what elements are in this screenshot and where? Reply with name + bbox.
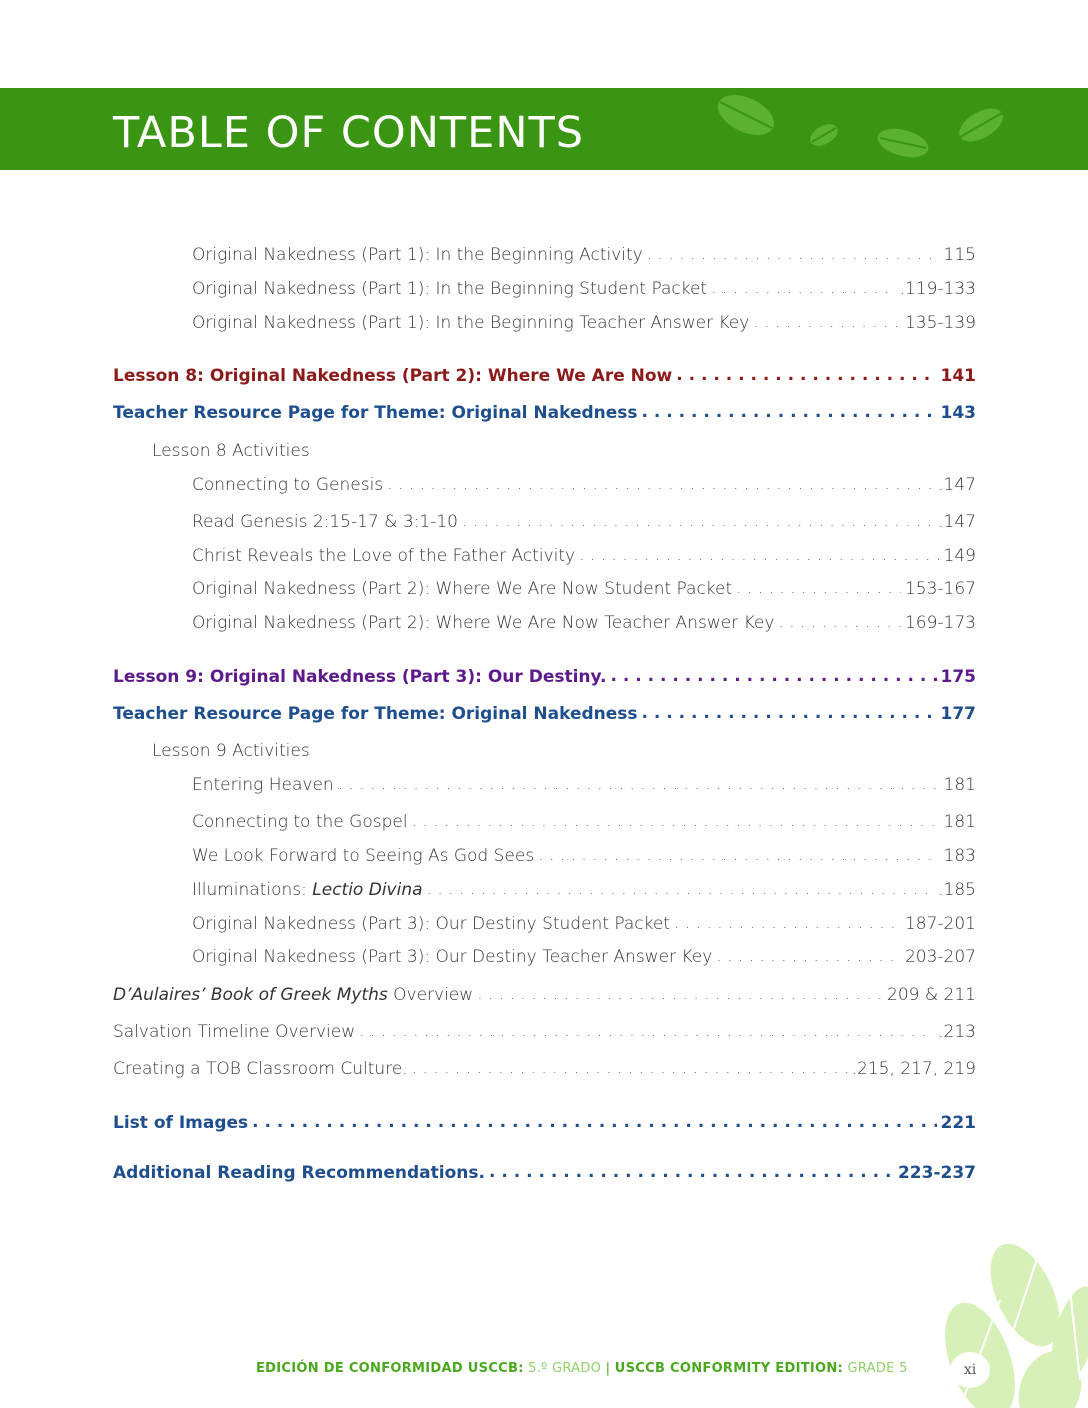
toc-entry[interactable]: D’Aulaires’ Book of Greek Myths Overview . . . 209 & 211 bbox=[113, 984, 976, 1006]
toc-lesson-9[interactable]: Lesson 9: Original Nakedness (Part 3): Our Destiny. . . . 175 bbox=[113, 666, 976, 688]
footer-edition: EDICIÓN DE CONFORMIDAD USCCB: 5.º GRADO | USCCB CONFORMITY EDITION: GRADE 5 bbox=[256, 1361, 908, 1376]
toc-entry[interactable]: Original Nakedness (Part 1): In the Beginning Teacher Answer Key . . . 135-139 bbox=[192, 312, 976, 334]
toc-entry[interactable]: Illuminations: Lectio Divina . . . .185 bbox=[192, 879, 976, 901]
toc-teacher-resource[interactable]: Teacher Resource Page for Theme: Original Nakedness . . . 177 bbox=[113, 703, 976, 725]
page-title: TABLE OF CONTENTS bbox=[113, 108, 585, 158]
toc-entry[interactable]: Salvation Timeline Overview . . . .213 bbox=[113, 1021, 976, 1043]
toc-entry[interactable]: We Look Forward to Seeing As God Sees . . . 183 bbox=[192, 845, 976, 867]
toc-entry[interactable]: Original Nakedness (Part 1): In the Beginning Student Packet . . . .119-133 bbox=[192, 278, 976, 300]
toc-entry[interactable]: Original Nakedness (Part 2): Where We Are Now Teacher Answer Key . . . 169-173 bbox=[192, 612, 976, 634]
toc-lesson-8[interactable]: Lesson 8: Original Nakedness (Part 2): Where We Are Now . . . 141 bbox=[113, 365, 976, 387]
toc-teacher-resource[interactable]: Teacher Resource Page for Theme: Original Nakedness . . . 143 bbox=[113, 402, 976, 424]
header-banner bbox=[0, 88, 1088, 170]
toc-entry[interactable]: Creating a TOB Classroom Culture. . . . .215, 217, 219 bbox=[113, 1058, 976, 1080]
toc-list-of-images[interactable]: List of Images . . . 221 bbox=[113, 1112, 976, 1134]
toc-section-heading: Lesson 9 Activities bbox=[152, 741, 310, 761]
toc-entry[interactable]: Christ Reveals the Love of the Father Activity . . . 149 bbox=[192, 545, 976, 567]
page-number: xi bbox=[950, 1352, 990, 1388]
leaves-decoration-icon bbox=[700, 88, 1020, 170]
toc-entry[interactable]: Connecting to the Gospel . . . 181 bbox=[192, 811, 976, 833]
toc-additional-reading[interactable]: Additional Reading Recommendations. . . . 223-237 bbox=[113, 1162, 976, 1184]
toc-entry[interactable]: Original Nakedness (Part 2): Where We Are Now Student Packet . . . 153-167 bbox=[192, 578, 976, 600]
toc-section-heading: Lesson 8 Activities bbox=[152, 441, 310, 461]
toc-entry[interactable]: Original Nakedness (Part 3): Our Destiny Student Packet . . . 187-201 bbox=[192, 913, 976, 935]
toc-entry[interactable]: Read Genesis 2:15-17 & 3:1-10 . . . .147 bbox=[192, 511, 976, 533]
toc-entry[interactable]: Original Nakedness (Part 1): In the Beginning Activity . . . 115 bbox=[192, 244, 976, 266]
toc-entry[interactable]: Entering Heaven . . . 181 bbox=[192, 774, 976, 796]
toc-entry[interactable]: Connecting to Genesis . . . .147 bbox=[192, 474, 976, 496]
toc-entry[interactable]: Original Nakedness (Part 3): Our Destiny Teacher Answer Key . . . 203-207 bbox=[192, 946, 976, 968]
